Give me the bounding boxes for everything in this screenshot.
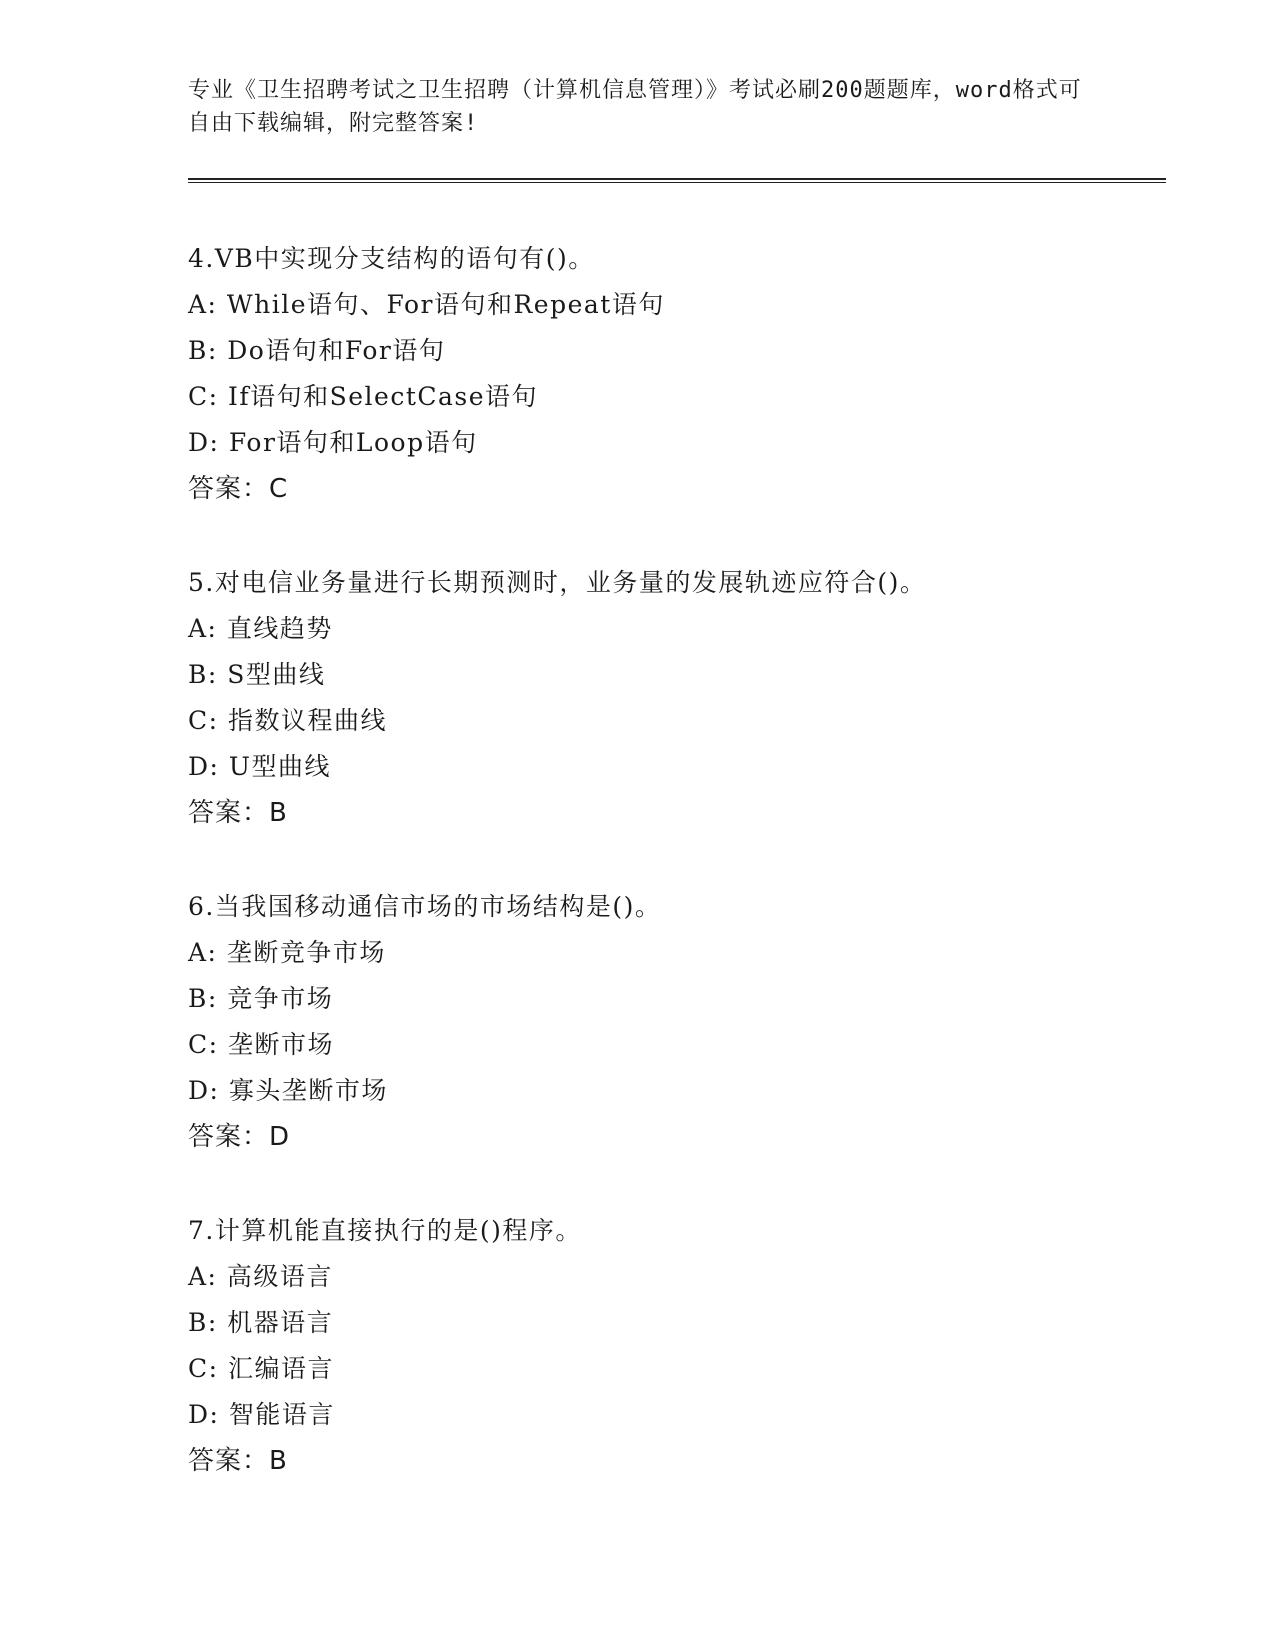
question-stem: 4.VB中实现分支结构的语句有()。 bbox=[188, 244, 595, 273]
option-a: A: 直线趋势 bbox=[188, 614, 333, 643]
header-divider bbox=[188, 178, 1166, 183]
option-c: C: If语句和SelectCase语句 bbox=[188, 382, 539, 411]
answer-line: 答案：B bbox=[188, 1446, 288, 1476]
answer-line: 答案：D bbox=[188, 1122, 291, 1152]
option-d: D: For语句和Loop语句 bbox=[188, 428, 478, 457]
answer-line: 答案：B bbox=[188, 798, 288, 828]
question-stem: 6.当我国移动通信市场的市场结构是()。 bbox=[188, 892, 662, 921]
option-b: B: Do语句和For语句 bbox=[188, 336, 446, 365]
option-b: B: 竞争市场 bbox=[188, 984, 334, 1013]
question-block bbox=[188, 884, 1168, 1160]
document-header: 专业《卫生招聘考试之卫生招聘（计算机信息管理）》考试必刷200题题库，word格式可自由下载编辑，附完整答案! bbox=[188, 78, 1082, 136]
option-a: A: 垄断竞争市场 bbox=[188, 938, 386, 967]
question-stem: 7.计算机能直接执行的是()程序。 bbox=[188, 1216, 582, 1245]
question-block bbox=[188, 560, 1168, 836]
option-c: C: 垄断市场 bbox=[188, 1030, 334, 1059]
question-list bbox=[188, 236, 1168, 1532]
option-b: B: S型曲线 bbox=[188, 660, 326, 689]
option-a: A: 高级语言 bbox=[188, 1262, 333, 1291]
option-d: D: 智能语言 bbox=[188, 1400, 335, 1429]
option-c: C: 汇编语言 bbox=[188, 1354, 334, 1383]
question-block bbox=[188, 1208, 1168, 1484]
question-stem: 5.对电信业务量进行长期预测时，业务量的发展轨迹应符合()。 bbox=[188, 568, 927, 597]
option-d: D: U型曲线 bbox=[188, 752, 331, 781]
answer-line: 答案：C bbox=[188, 474, 289, 504]
question-block bbox=[188, 236, 1168, 512]
option-c: C: 指数议程曲线 bbox=[188, 706, 387, 735]
option-d: D: 寡头垄断市场 bbox=[188, 1076, 388, 1105]
option-a: A: While语句、For语句和Repeat语句 bbox=[188, 290, 665, 319]
option-b: B: 机器语言 bbox=[188, 1308, 334, 1337]
